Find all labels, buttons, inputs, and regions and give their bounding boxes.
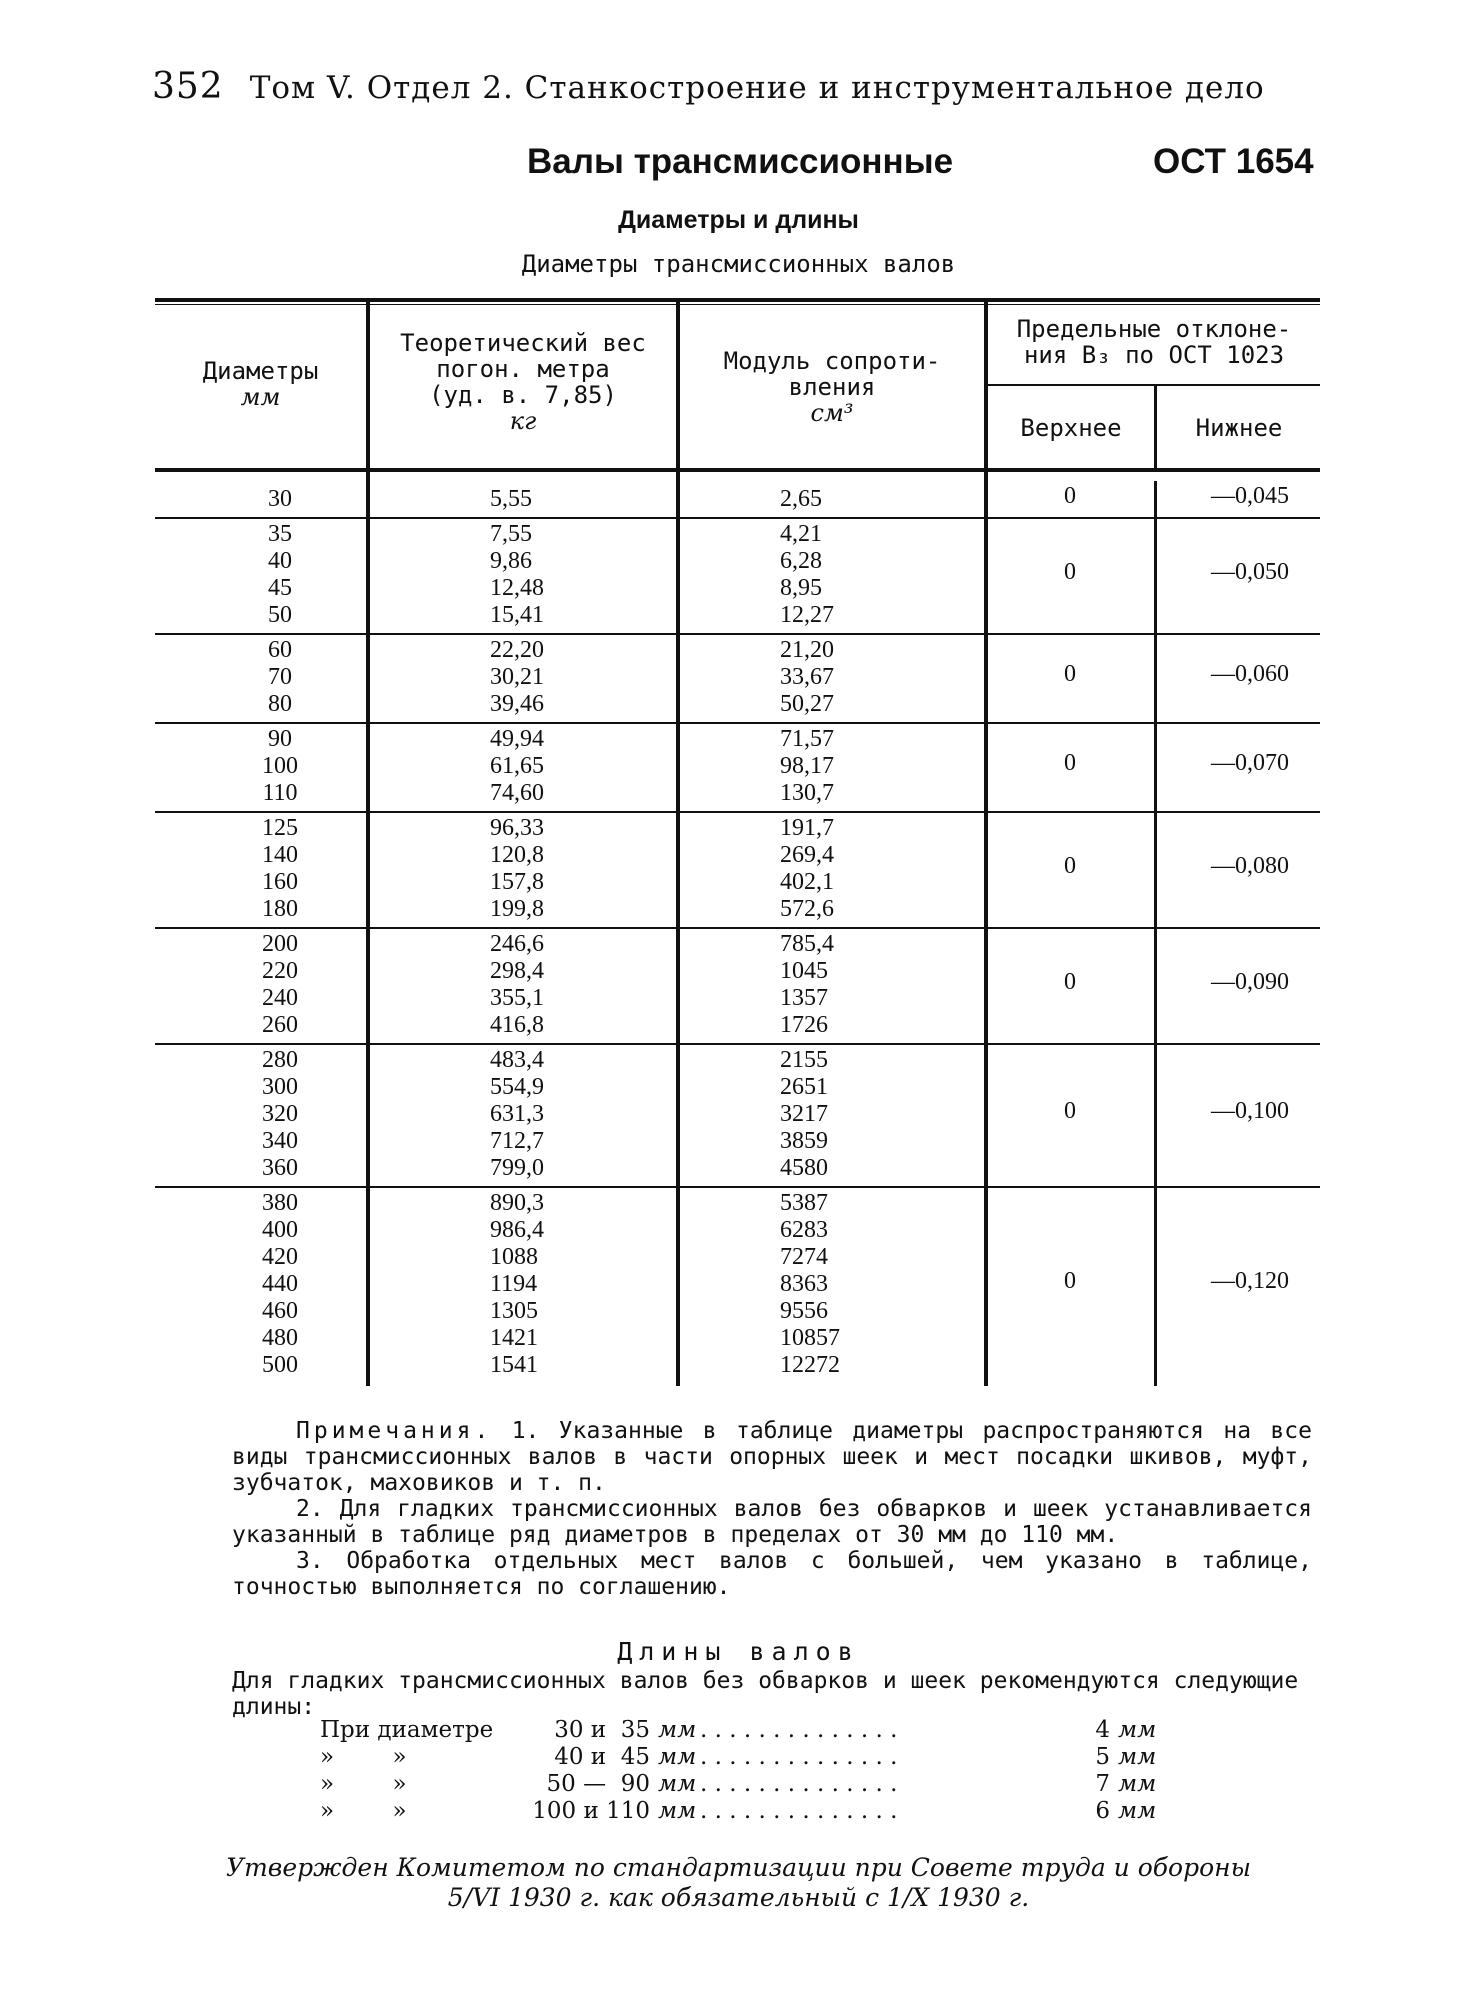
length-row-value: 7 <box>1095 1771 1110 1797</box>
cell-modulus: 6283 <box>780 1217 828 1243</box>
length-row-leader: . . . . . . . . . . . . . . <box>700 1744 898 1770</box>
deviation-sub-rule <box>985 384 1320 386</box>
running-header <box>152 66 1265 107</box>
cell-upper-deviation: 0 <box>1064 968 1076 995</box>
length-row-unit: мм <box>658 1744 697 1770</box>
approval-note <box>0 1853 1477 1913</box>
cell-modulus: 7274 <box>780 1244 828 1270</box>
length-row-leader: . . . . . . . . . . . . . . <box>700 1717 898 1743</box>
cell-modulus: 98,17 <box>780 753 834 779</box>
group-separator <box>155 1186 1320 1188</box>
cell-diameter: 360 <box>262 1155 298 1181</box>
cell-modulus: 2,65 <box>780 486 822 512</box>
approval-line-2: 5/VI 1930 г. как обязательный с 1/X 1930 г. <box>447 1883 1030 1912</box>
cell-diameter: 45 <box>268 575 292 601</box>
cell-weight: 298,4 <box>490 958 544 984</box>
cell-upper-deviation: 0 <box>1064 1098 1076 1124</box>
length-row-value-unit: мм <box>1118 1798 1157 1824</box>
cell-weight: 355,1 <box>490 985 544 1011</box>
cell-diameter: 40 <box>268 548 292 574</box>
note-2: 2. Для гладких трансмиссионных валов без обварков и шеек устанавливается указанный в таблице ряд диаметров в пределах от 30 мм до 110 мм. <box>232 1496 1312 1548</box>
length-row-value: 6 <box>1095 1798 1110 1824</box>
document-subtitle: Диаметры и длины <box>618 206 859 234</box>
cell-modulus: 3859 <box>780 1128 828 1154</box>
length-row-range: 50 — 90 <box>546 1771 650 1797</box>
cell-weight: 1194 <box>490 1271 538 1297</box>
cell-diameter: 500 <box>262 1352 298 1378</box>
cell-diameter: 90 <box>268 726 292 752</box>
header-diameter: Диаметры мм <box>202 357 319 411</box>
header-deviation: Предельные отклоне- ния В₃ по ОСТ 1023 <box>1016 315 1292 369</box>
cell-upper-deviation: 0 <box>1064 558 1076 585</box>
length-row-range: 100 и 110 <box>532 1798 650 1824</box>
cell-modulus: 4580 <box>780 1155 828 1181</box>
col-rule-2 <box>676 300 680 1386</box>
group-separator <box>155 633 1320 635</box>
cell-diameter: 125 <box>262 815 298 841</box>
cell-lower-deviation: —0,070 <box>1211 750 1289 776</box>
cell-upper-deviation: 0 <box>1064 1268 1076 1294</box>
cell-weight: 1305 <box>490 1298 538 1324</box>
cell-weight: 39,46 <box>490 691 544 717</box>
cell-weight: 483,4 <box>490 1047 544 1073</box>
cell-weight: 22,20 <box>490 637 544 663</box>
length-row-value-unit: мм <box>1118 1717 1157 1743</box>
cell-diameter: 400 <box>262 1217 298 1243</box>
cell-diameter: 440 <box>262 1271 298 1297</box>
lengths-intro: Для гладких трансмиссионных валов без обварков и шеек рекомендуются следующие длины: <box>232 1668 1299 1720</box>
cell-diameter: 80 <box>268 691 292 717</box>
col-rule-1 <box>366 300 370 1386</box>
cell-diameter: 420 <box>262 1244 298 1270</box>
col-rule-3 <box>984 300 988 1386</box>
cell-modulus: 50,27 <box>780 691 834 717</box>
cell-modulus: 5387 <box>780 1190 828 1216</box>
running-title: Том V. Отдел 2. Станкостроение и инструментальное дело <box>249 70 1265 106</box>
cell-diameter: 35 <box>268 521 292 547</box>
cell-modulus: 21,20 <box>780 637 834 663</box>
cell-diameter: 460 <box>262 1298 298 1324</box>
cell-diameter: 200 <box>262 931 298 957</box>
cell-modulus: 130,7 <box>780 780 834 806</box>
cell-diameter: 100 <box>262 753 298 779</box>
length-row-unit: мм <box>658 1771 697 1797</box>
cell-weight: 15,41 <box>490 602 544 628</box>
cell-diameter: 320 <box>262 1101 298 1127</box>
length-row-leader: . . . . . . . . . . . . . . <box>700 1771 898 1797</box>
cell-upper-deviation: 0 <box>1064 750 1076 776</box>
cell-modulus: 1045 <box>780 958 828 984</box>
cell-weight: 1088 <box>490 1244 538 1270</box>
group-separator <box>155 517 1320 519</box>
cell-upper-deviation: 0 <box>1064 852 1076 879</box>
cell-weight: 96,33 <box>490 815 544 841</box>
cell-modulus: 269,4 <box>780 842 834 868</box>
cell-diameter: 140 <box>262 842 298 868</box>
length-row-prefix: » » <box>320 1771 407 1797</box>
group-separator <box>155 927 1320 929</box>
length-row-leader: . . . . . . . . . . . . . . <box>700 1798 898 1824</box>
cell-diameter: 30 <box>268 486 292 512</box>
cell-modulus: 572,6 <box>780 896 834 922</box>
cell-weight: 12,48 <box>490 575 544 601</box>
cell-modulus: 4,21 <box>780 521 822 547</box>
cell-lower-deviation: —0,045 <box>1211 483 1289 509</box>
length-row-prefix: » » <box>320 1744 407 1770</box>
cell-modulus: 785,4 <box>780 931 834 957</box>
cell-diameter: 180 <box>262 896 298 922</box>
cell-weight: 30,21 <box>490 664 544 690</box>
cell-modulus: 6,28 <box>780 548 822 574</box>
cell-weight: 986,4 <box>490 1217 544 1243</box>
cell-modulus: 71,57 <box>780 726 834 752</box>
notes-label: Примечания. <box>296 1418 493 1444</box>
cell-modulus: 8,95 <box>780 575 822 601</box>
note-1-text: 1. Указанные в таблице диаметры распространяются на все виды трансмиссионных валов в части опорных шеек и мест посадки шкивов, муфт, зубчаток, маховиков и т. п. <box>232 1418 1312 1496</box>
cell-diameter: 260 <box>262 1012 298 1038</box>
standard-code: ОСТ 1654 <box>1153 142 1314 181</box>
table-caption: Диаметры трансмиссионных валов <box>521 250 956 278</box>
cell-modulus: 8363 <box>780 1271 828 1297</box>
cell-modulus: 3217 <box>780 1101 828 1127</box>
cell-weight: 416,8 <box>490 1012 544 1038</box>
page-number: 352 <box>152 66 224 107</box>
length-row-unit: мм <box>658 1717 697 1743</box>
cell-weight: 157,8 <box>490 869 544 895</box>
length-row-value: 5 <box>1095 1744 1110 1770</box>
cell-weight: 1421 <box>490 1325 538 1351</box>
cell-modulus: 402,1 <box>780 869 834 895</box>
cell-diameter: 340 <box>262 1128 298 1154</box>
header-weight: Теоретический вес погон. метра (уд. в. 7,85) кг <box>400 329 646 435</box>
cell-weight: 9,86 <box>490 548 532 574</box>
cell-upper-deviation: 0 <box>1064 661 1076 687</box>
cell-weight: 1541 <box>490 1352 538 1378</box>
header-upper: Верхнее <box>1020 414 1122 442</box>
length-row-prefix: При диаметре <box>320 1717 494 1743</box>
cell-diameter: 160 <box>262 869 298 895</box>
cell-upper-deviation: 0 <box>1064 483 1076 509</box>
cell-weight: 120,8 <box>490 842 544 868</box>
length-row-range: 40 и 45 <box>554 1744 650 1770</box>
cell-modulus: 1357 <box>780 985 828 1011</box>
cell-diameter: 480 <box>262 1325 298 1351</box>
note-3: 3. Обработка отдельных мест валов с большей, чем указано в таблице, точностью выполняется по соглашению. <box>232 1548 1312 1600</box>
col-rule-4-header <box>1154 386 1157 470</box>
cell-modulus: 9556 <box>780 1298 828 1324</box>
cell-weight: 712,7 <box>490 1128 544 1154</box>
cell-weight: 246,6 <box>490 931 544 957</box>
cell-weight: 890,3 <box>490 1190 544 1216</box>
cell-modulus: 2155 <box>780 1047 828 1073</box>
cell-weight: 61,65 <box>490 753 544 779</box>
document-title: Валы трансмиссионные <box>527 142 954 181</box>
cell-modulus: 10857 <box>780 1325 840 1351</box>
cell-diameter: 280 <box>262 1047 298 1073</box>
cell-weight: 5,55 <box>490 486 532 512</box>
cell-diameter: 240 <box>262 985 298 1011</box>
cell-weight: 74,60 <box>490 780 544 806</box>
length-row-range: 30 и 35 <box>554 1717 650 1743</box>
cell-modulus: 33,67 <box>780 664 834 690</box>
col-rule-4 <box>1154 481 1157 1386</box>
cell-modulus: 1726 <box>780 1012 828 1038</box>
cell-diameter: 70 <box>268 664 292 690</box>
lengths-title: Длины валов <box>617 1637 860 1666</box>
cell-modulus: 12,27 <box>780 602 834 628</box>
cell-diameter: 380 <box>262 1190 298 1216</box>
cell-weight: 49,94 <box>490 726 544 752</box>
length-row-unit: мм <box>658 1798 697 1824</box>
header-bottom-rule <box>155 468 1320 472</box>
cell-diameter: 60 <box>268 637 292 663</box>
cell-weight: 631,3 <box>490 1101 544 1127</box>
cell-weight: 7,55 <box>490 521 532 547</box>
approval-line-1: Утвержден Комитетом по стандартизации при Совете труда и обороны <box>226 1853 1251 1882</box>
cell-weight: 799,0 <box>490 1155 544 1181</box>
cell-modulus: 2651 <box>780 1074 828 1100</box>
table-top-rule <box>155 298 1320 302</box>
length-row-value: 4 <box>1095 1717 1110 1743</box>
length-row-value-unit: мм <box>1118 1744 1157 1770</box>
cell-diameter: 50 <box>268 602 292 628</box>
cell-diameter: 110 <box>262 780 298 806</box>
group-separator <box>155 1043 1320 1045</box>
cell-weight: 199,8 <box>490 896 544 922</box>
notes <box>232 1418 1312 1600</box>
cell-lower-deviation: —0,050 <box>1211 558 1289 585</box>
header-lower: Нижнее <box>1195 414 1283 442</box>
length-row-value-unit: мм <box>1118 1771 1157 1797</box>
cell-lower-deviation: —0,100 <box>1211 1098 1289 1124</box>
cell-lower-deviation: —0,090 <box>1211 968 1289 995</box>
cell-modulus: 191,7 <box>780 815 834 841</box>
cell-weight: 554,9 <box>490 1074 544 1100</box>
group-separator <box>155 722 1320 724</box>
cell-lower-deviation: —0,120 <box>1211 1268 1289 1294</box>
cell-diameter: 220 <box>262 958 298 984</box>
cell-diameter: 300 <box>262 1074 298 1100</box>
note-1 <box>232 1418 1312 1496</box>
cell-lower-deviation: —0,080 <box>1211 852 1289 879</box>
group-separator <box>155 811 1320 813</box>
cell-modulus: 12272 <box>780 1352 840 1378</box>
length-row-prefix: » » <box>320 1798 407 1824</box>
table-top-rule-thin <box>155 304 1320 305</box>
header-modulus: Модуль сопроти- вления см³ <box>723 347 941 427</box>
cell-lower-deviation: —0,060 <box>1211 661 1289 687</box>
